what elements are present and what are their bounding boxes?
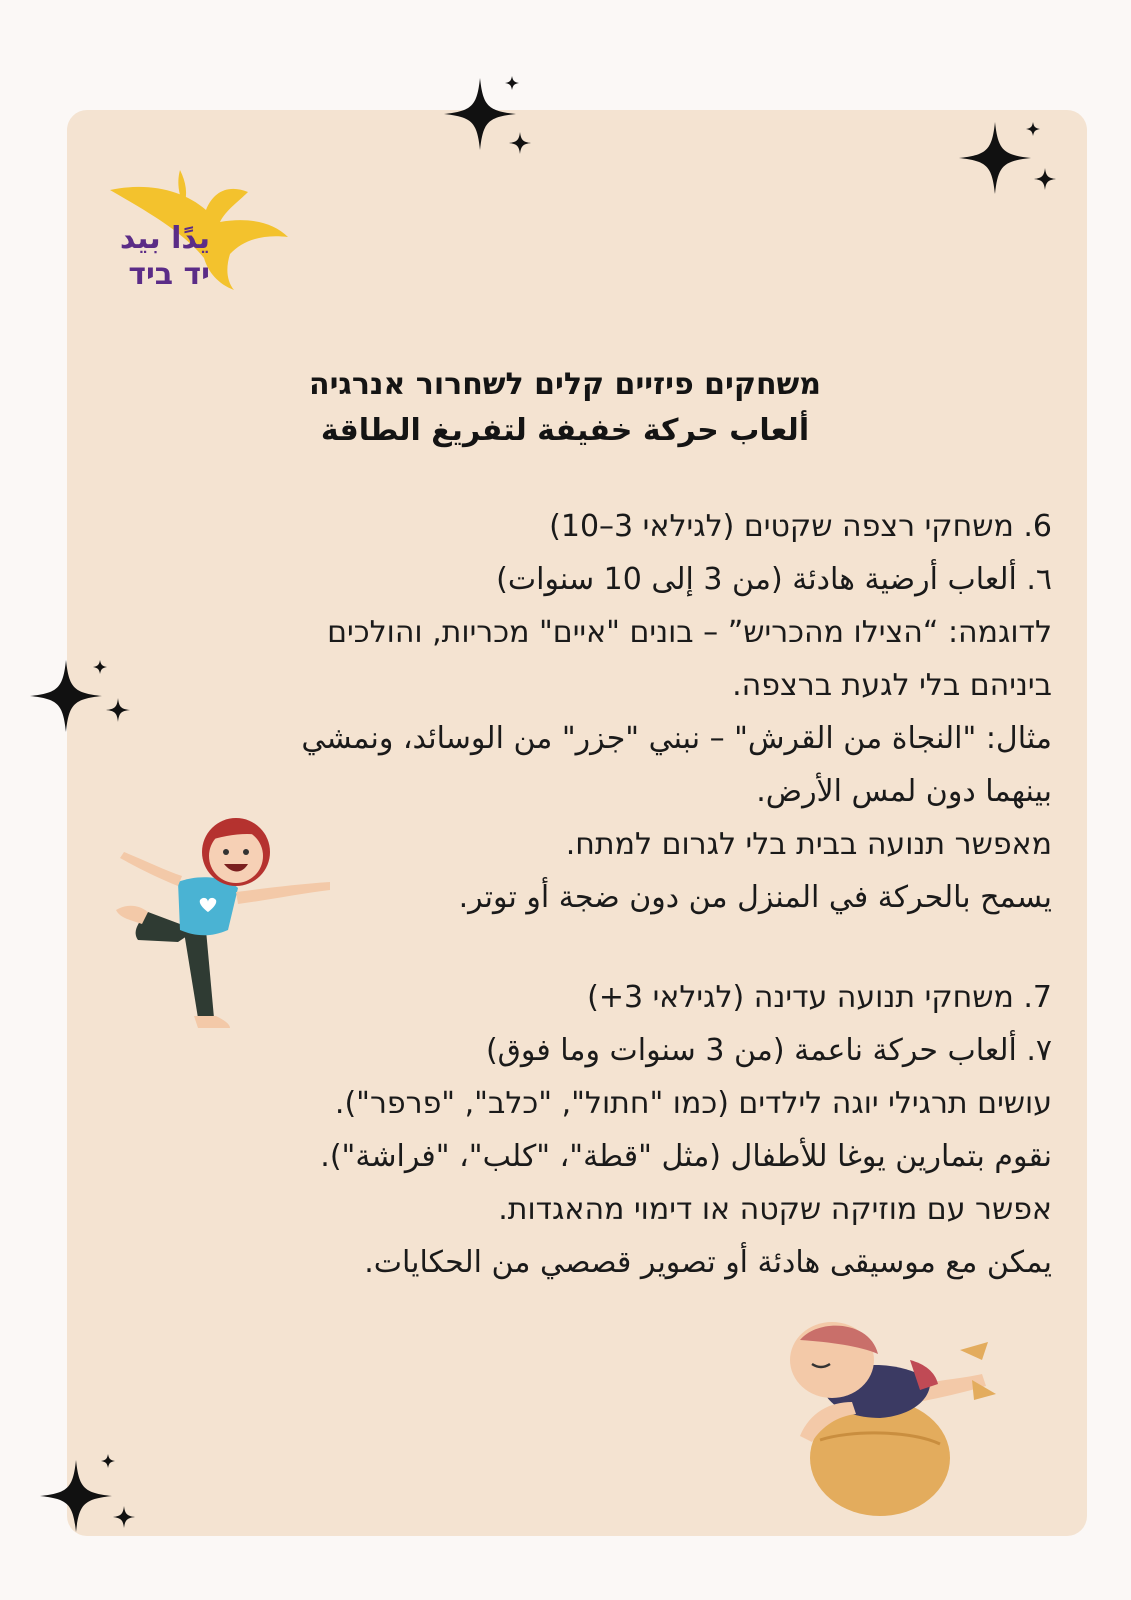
section-7-yoga-arabic: نقوم بتمارين يوغا للأطفال (مثل "قطة"، "كلب"، "فراشة"). — [320, 1139, 1052, 1174]
section-7-yoga-hebrew: עושים תרגילי יוגה לילדים (כמו "חתול", "כלב", "פרפר"). — [334, 1086, 1052, 1121]
section-6-example-hebrew: לדוגמה: “הצילו מהכריש” – בונים "איים" מכריות, והולכים — [327, 615, 1052, 650]
section-6-heading-arabic: ٦. ألعاب أرضية هادئة (من 3 إلى 10 سنوات) — [496, 562, 1052, 597]
logo-text-arabic: يدًا بيد — [119, 221, 210, 256]
section-7-heading-arabic: ٧. ألعاب حركة ناعمة (من 3 سنوات وما فوق) — [485, 1033, 1052, 1068]
sparkle-icon — [430, 68, 550, 158]
logo — [88, 162, 298, 312]
page-subtitle: ألعاب حركة خفيفة لتفريغ الطاقة — [320, 413, 810, 448]
logo-text-hebrew: יד ביד — [128, 257, 210, 292]
section-7-music-hebrew: אפשר עם מוזיקה שקטה או דימוי מהאגדות. — [498, 1192, 1052, 1227]
section-6-example-arabic: مثال: "النجاة من القرش" – نبني "جزر" من الوسائد، ونمشي — [301, 721, 1052, 756]
section-6-benefit-hebrew: מאפשר תנועה בבית בלי לגרום למתח. — [565, 827, 1052, 862]
section-7-music-arabic: يمكن مع موسيقى هادئة أو تصوير قصصي من الحكايات. — [364, 1245, 1052, 1280]
sparkle-icon — [30, 1446, 150, 1546]
sparkle-icon — [950, 116, 1070, 206]
girl-balancing-illustration — [108, 812, 343, 1052]
section-7-heading: 7. משחקי תנועה עדינה (לגילאי 3+) — [587, 980, 1052, 1015]
section-6-benefit-arabic: يسمح بالحركة في المنزل من دون ضجة أو توتر. — [458, 880, 1052, 915]
page-title: משחקים פיזיים קלים לשחרור אנרגיה — [308, 367, 822, 402]
section-6-example-arabic-cont: بينهما دون لمس الأرض. — [756, 774, 1052, 809]
section-6-example-hebrew-cont: ביניהם בלי לגעת ברצפה. — [732, 668, 1052, 703]
section-6-heading: 6. משחקי רצפה שקטים (לגילאי 3–10) — [549, 509, 1052, 544]
sparkle-icon — [26, 654, 146, 744]
boy-on-ball-illustration — [760, 1320, 1010, 1520]
